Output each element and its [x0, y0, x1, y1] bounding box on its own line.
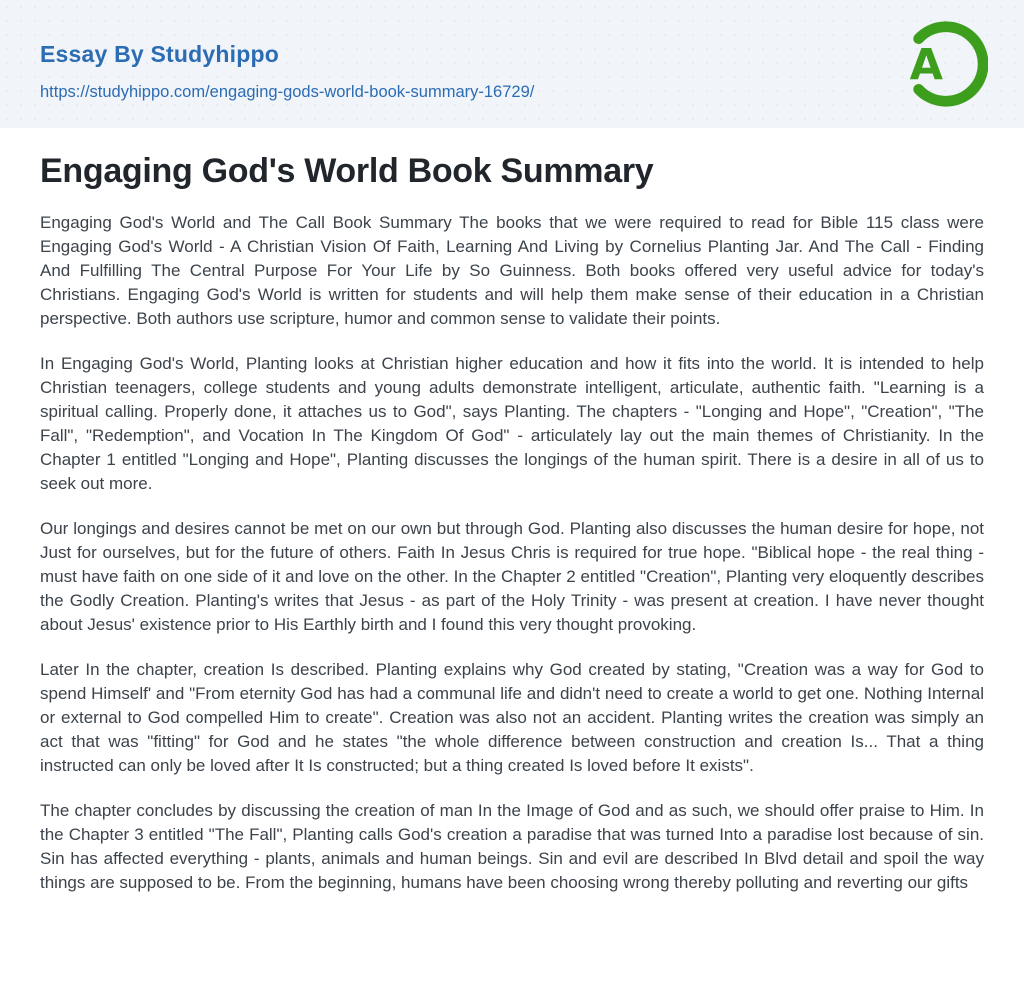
studyhippo-a-icon	[894, 17, 988, 111]
essay-paragraph-4: Later In the chapter, creation Is described. Planting explains why God created by stating, "Creation was a way for God to spend Himself' and "From eternity God has had a communal life and didn't need to create a world to get one. Nothing Internal or external to God compelled Him to create". Creation was also not an accident. Planting writes the creation was simply an act that was "fitting" for God and he states "the whole difference between construction and creation Is... That a thing instructed can only be loved after It Is constructed; but a thing created Is loved before It exists".	[40, 660, 984, 776]
essay-paragraph-1: Engaging God's World and The Call Book Summary The books that we were required to read for Bible 115 class were Engaging God's World - A Christian Vision Of Faith, Learning And Living by Cornelius Planting Jar. And The Call - Finding And Fulfilling The Central Purpose For Your Life by So Guinness. Both books offered very useful advice for today's Christians. Engaging God's World is written for students and will help them make sense of their education in a Christian perspective. Both authors use scripture, humor and common sense to validate their points.	[40, 213, 984, 329]
essay-url-link[interactable]: https://studyhippo.com/engaging-gods-world-book-summary-16729/	[40, 83, 535, 102]
essay-paragraph-2: In Engaging God's World, Planting looks at Christian higher education and how it fits into the world. It is intended to help Christian teenagers, college students and young adults demonstrate intelligent, articulate, authentic faith. "Learning is a spiritual calling. Properly done, it attaches us to God", says Planting. The chapters - "Longing and Hope", "Creation", "The Fall", "Redemption", and Vocation In The Kingdom Of God" - articulately lay out the main themes of Christianity. In the Chapter 1 entitled "Longing and Hope", Planting discusses the longings of the human spirit. There is a desire in all of us to seek out more.	[40, 354, 984, 494]
page-title: Engaging God's World Book Summary	[40, 152, 654, 190]
essay-content	[0, 153, 1024, 895]
essay-paragraph-3: Our longings and desires cannot be met on our own but through God. Planting also discusses the human desire for hope, not Just for ourselves, but for the future of others. Faith In Jesus Chris is required for true hope. "Biblical hope - the real thing - must have faith on one side of it and love on the other. In the Chapter 2 entitled "Creation", Planting very eloquently describes the Godly Creation. Planting's writes that Jesus - as part of the Holy Trinity - was present at creation. I have never thought about Jesus' existence prior to His Earthly birth and I found this very thought provoking.	[40, 519, 984, 635]
site-title: Essay By Studyhippo	[40, 41, 279, 67]
essay-paragraph-5: The chapter concludes by discussing the creation of man In the Image of God and as such, we should offer praise to Him. In the Chapter 3 entitled "The Fall", Planting calls God's creation a paradise that was turned Into a paradise lost because of sin. Sin has affected everything - plants, animals and human beings. Sin and evil are described In Blvd detail and spoil the way things are supposed to be. From the beginning, humans have been choosing wrong thereby polluting and reverting our gifts	[40, 801, 984, 893]
logo-letter: A	[909, 40, 943, 91]
page-header	[0, 0, 1024, 128]
studyhippo-logo[interactable]	[894, 17, 988, 111]
